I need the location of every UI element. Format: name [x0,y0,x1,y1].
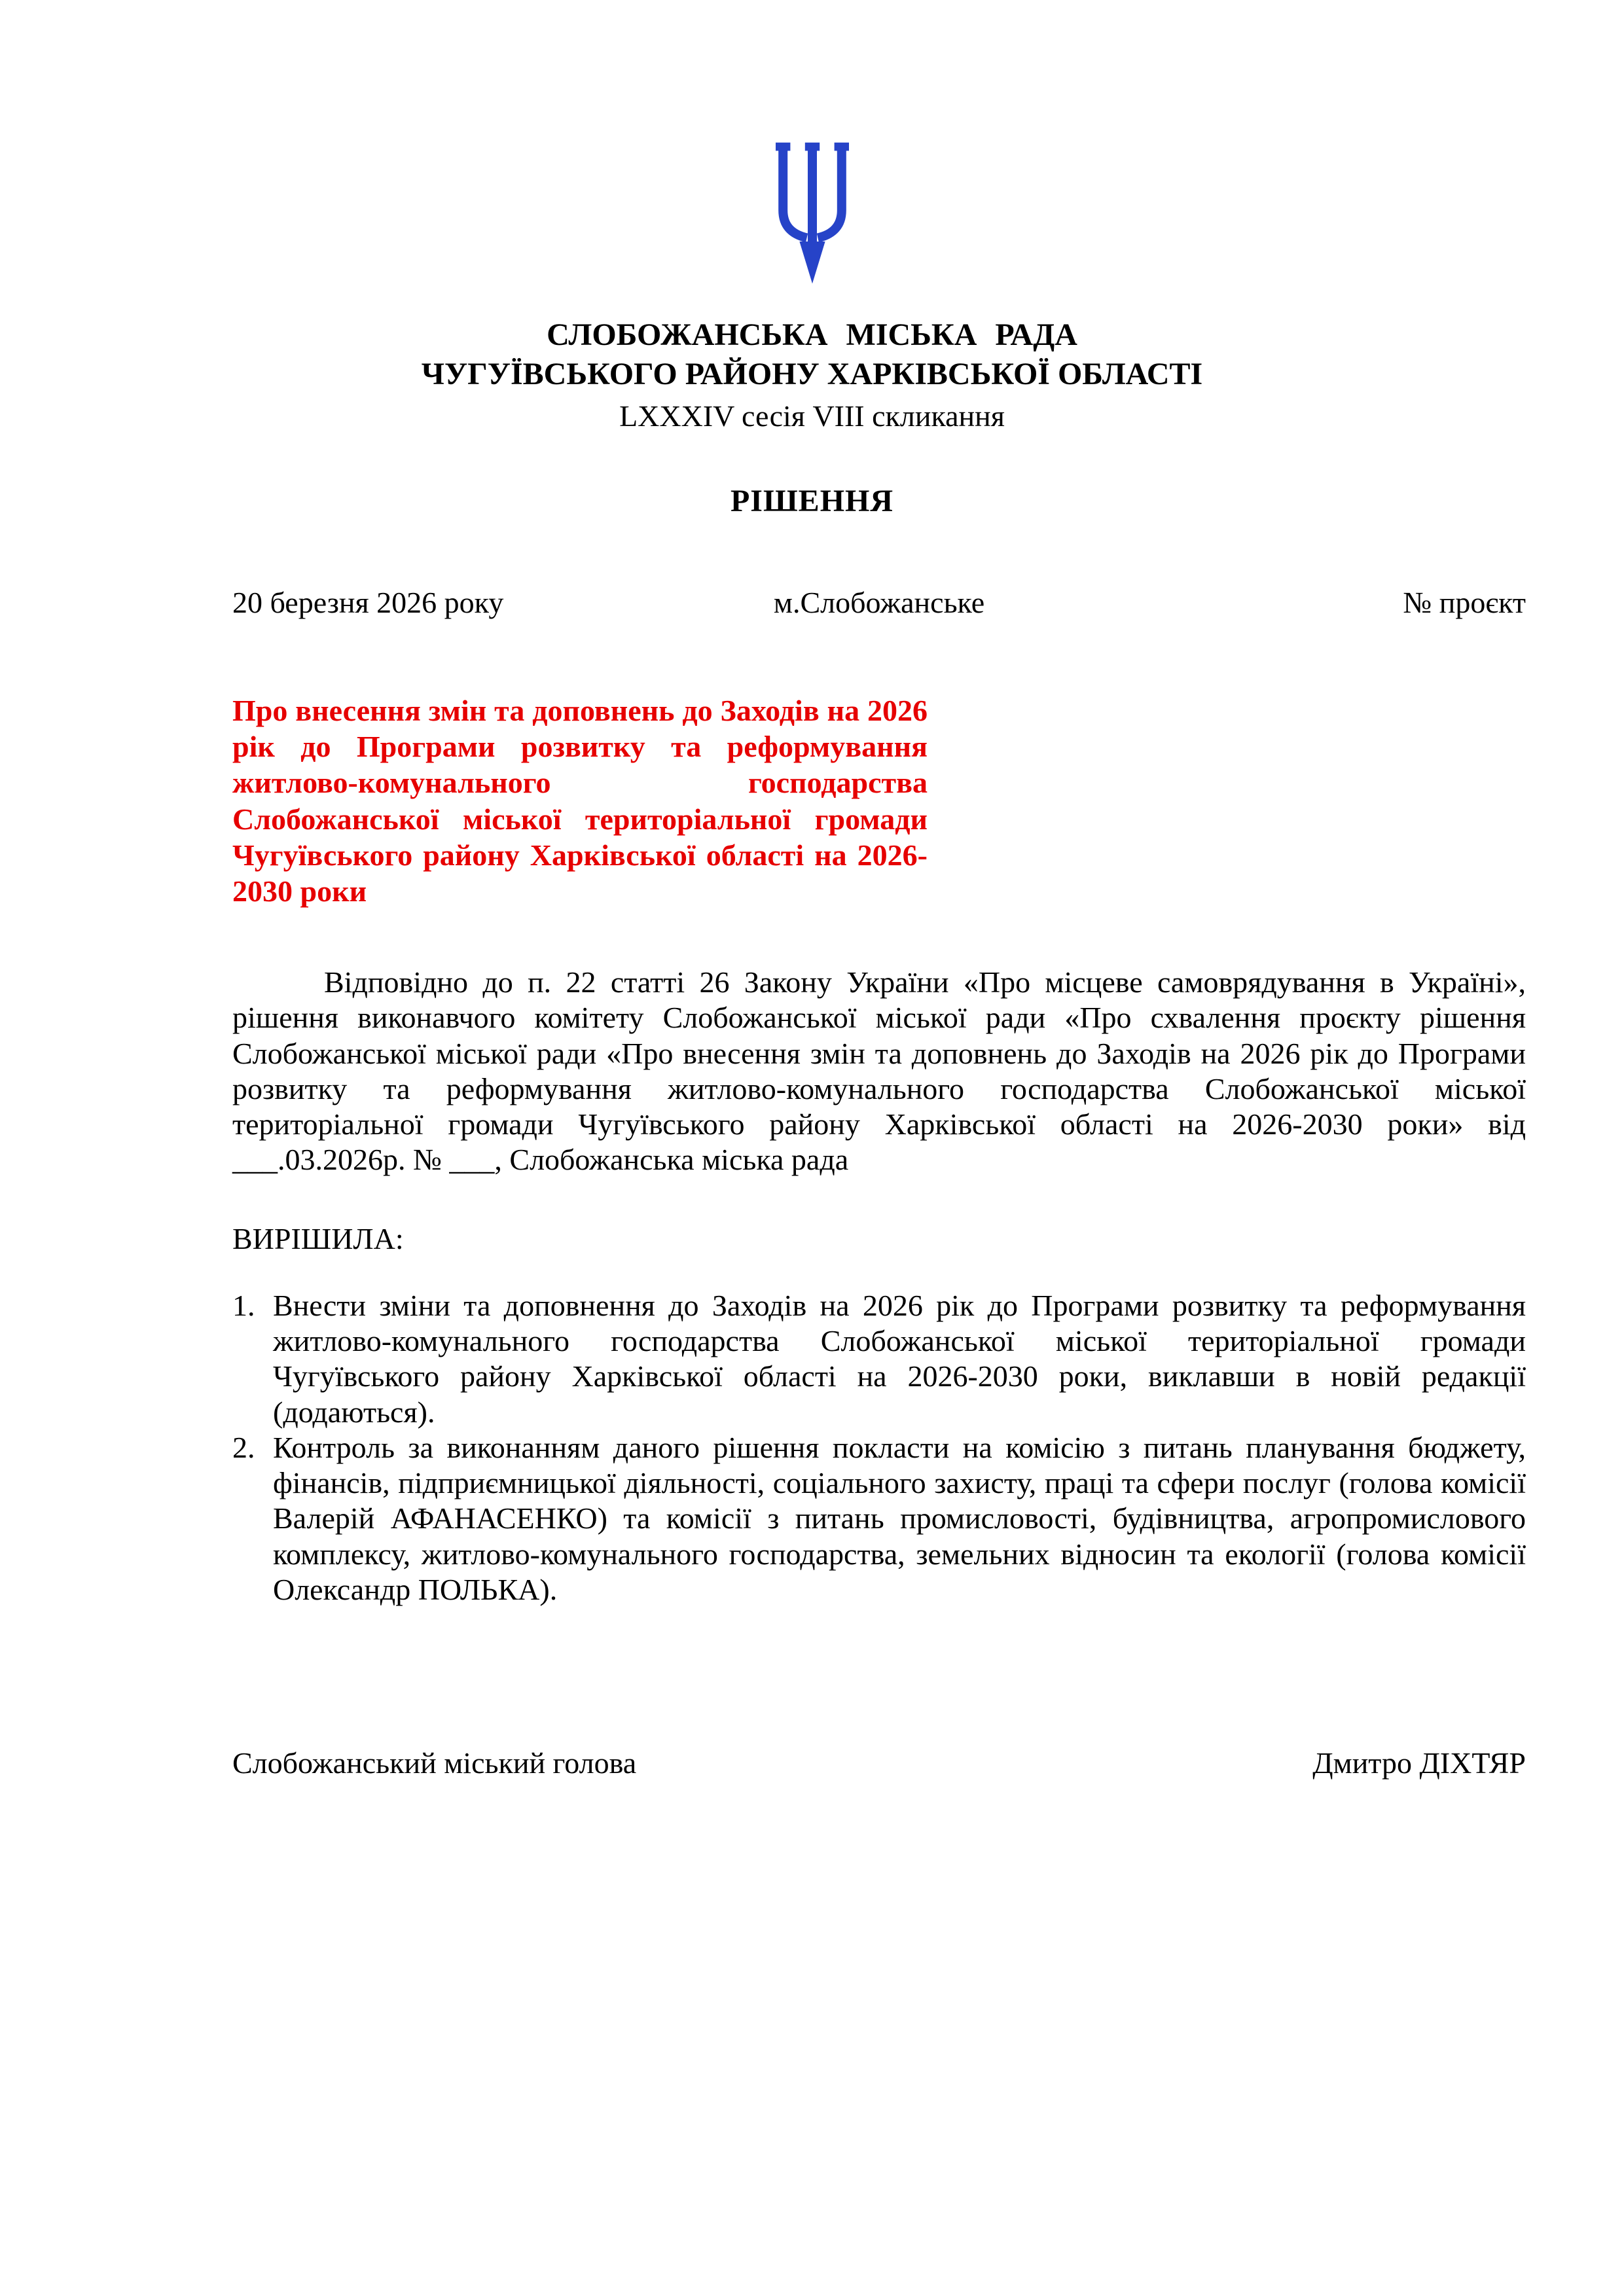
resolution-item-2 [232,1430,1526,1607]
org-name-line1: СЛОБОЖАНСЬКА МІСЬКА РАДА [547,317,1077,352]
resolution-list [232,1288,1526,1607]
document-body [232,584,1526,1782]
resolved-label: ВИРІШИЛА: [232,1221,404,1255]
doc-date: 20 березня 2026 року [232,585,504,619]
signer-position: Слобожанський міський голова [232,1746,637,1780]
doc-subject: Про внесення змін та доповнень до Заходів на 2026 рік до Програми розвитку та реформування житлово-комунального господарства Слобожанської міської територіальної громади Чугуївського району Харківської області на 2026-2030 роки [232,693,928,908]
doc-number: № проєкт [1403,585,1526,619]
resolution-item-1 [232,1288,1526,1430]
item-number: 2. [232,1430,255,1464]
meta-row [232,584,1526,620]
item-number: 1. [232,1288,255,1322]
emblem-container [0,0,1624,291]
item-text: Внести зміни та доповнення до Заходів на 2026 рік до Програми розвитку та реформування житлово-комунального господарства Слобожанської міської територіальної громади Чугуївського району Харківської області на 2026-2030 роки, виклавши в новій редакції (додаються). [273,1288,1526,1429]
doc-type-title: РІШЕННЯ [730,483,894,518]
signer-name: Дмитро ДІХТЯР [1312,1746,1526,1780]
signature-row [232,1745,1526,1781]
preamble-paragraph: Відповідно до п. 22 статті 26 Закону України «Про місцеве самоврядування в Україні», рішення виконавчого комітету Слобожанської міської ради «Про схвалення проєкту рішення Слобожанської міської ради «Про внесення змін та доповнень до Заходів на 2026 рік до Програми розвитку та реформування житлово-комунального господарства Слобожанської міської територіальної громади Чугуївського району Харківської області на 2026-2030 роки» від ___.03.2026р. № ___, Слобожанська міська рада [232,965,1526,1177]
session-line: LXXXIV сесія VIII скликання [619,399,1005,433]
org-name-line2: ЧУГУЇВСЬКОГО РАЙОНУ ХАРКІВСЬКОЇ ОБЛАСТІ [421,357,1203,391]
item-text: Контроль за виконанням даного рішення покласти на комісію з питань планування бюджету, фінансів, підприємницької діяльності, соціального захисту, праці та сфери послуг (голова комісії Валерій АФАНАСЕНКО) та комісії з питань промисловості, будівництва, агропромислового комплексу, житлово-комунального господарства, земельних відносин та екології (голова комісії Олександр ПОЛЬКА). [273,1430,1526,1607]
doc-place: м.Слобожанське [773,585,985,619]
ukraine-trident-emblem [767,141,858,287]
